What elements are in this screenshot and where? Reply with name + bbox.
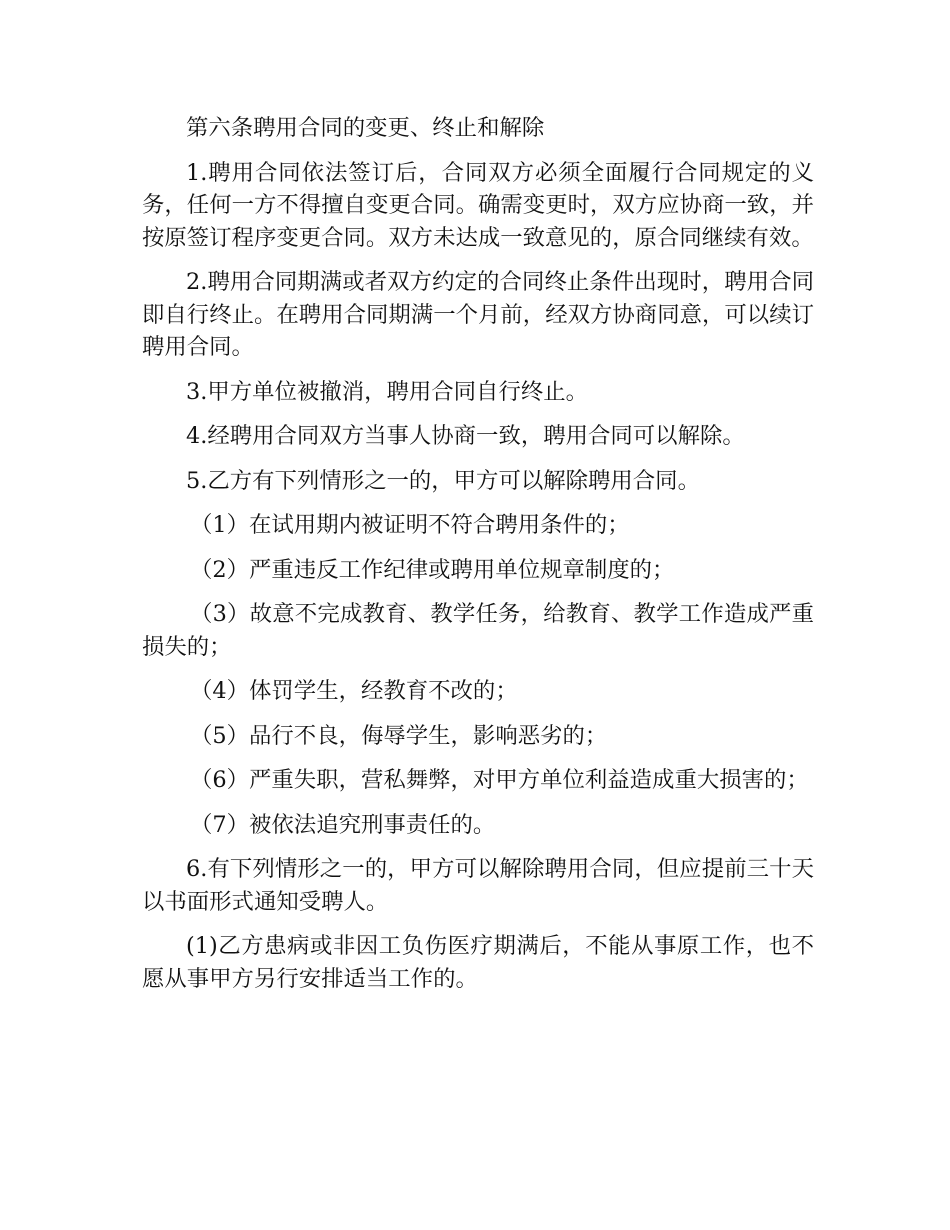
clause-5-paragraph: 5.乙方有下列情形之一的，甲方可以解除聘用合同。 [186,467,700,494]
document-page [142,112,814,1007]
article-heading: 第六条聘用合同的变更、终止和解除 [186,115,545,141]
clause-5-item-4: （4）体罚学生，经教育不改的； [190,678,518,704]
clause-3-paragraph: 3.甲方单位被撤消，聘用合同自行终止。 [186,378,589,405]
clause-2-paragraph: 2.聘用合同期满或者双方约定的合同终止条件出现时，聘用合同即自行终止。在聘用合同期满一个月前，经双方协商同意，可以续订聘用合同。 [142,269,814,360]
clause-5-item-5: （5）品行不良，侮辱学生，影响恶劣的； [190,722,608,749]
clause-5-item-7: （7）被依法追究刑事责任的。 [190,811,496,838]
clause-1-paragraph: 1.聘用合同依法签订后，合同双方必须全面履行合同规定的义务，任何一方不得擅自变更合同。确需变更时，双方应协商一致，并按原签订程序变更合同。双方未达成一致意见的，原合同继续有效。 [142,159,814,251]
clause-5-item-2: （2）严重违反工作纪律或聘用单位规章制度的； [190,556,675,583]
clause-5-item-3: （3）故意不完成教育、教学任务，给教育、教学工作造成严重损失的； [142,601,814,660]
clause-5-item-6: （6）严重失职，营私舞弊，对甲方单位利益造成重大损害的； [190,767,809,793]
clause-6-paragraph: 6.有下列情形之一的，甲方可以解除聘用合同，但应提前三十天以书面形式通知受聘人。 [142,856,814,915]
clause-5-item-1: （1）在试用期内被证明不符合聘用条件的； [190,512,630,538]
clause-4-paragraph: 4.经聘用合同双方当事人协商一致，聘用合同可以解除。 [186,423,745,449]
clause-6-item-1: (1)乙方患病或非因工负伤医疗期满后，不能从事原工作，也不愿从事甲方另行安排适当工作的。 [142,933,814,992]
